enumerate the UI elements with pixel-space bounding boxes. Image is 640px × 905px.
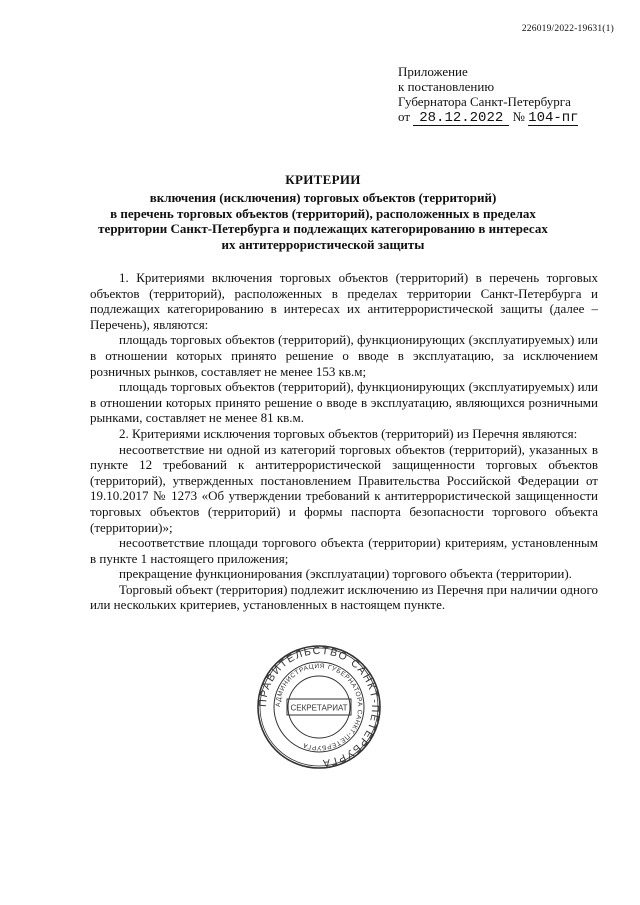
decree-date: 28.12.2022 bbox=[413, 111, 509, 126]
paragraph-6: несоответствие площади торгового объекта (территории) критериям, установленным в пункте 1 настоящего приложения; bbox=[90, 535, 598, 566]
decree-number: 104-пг bbox=[528, 110, 579, 126]
title-line-1: включения (исключения) торговых объектов (территорий) bbox=[149, 189, 497, 205]
appendix-block bbox=[398, 64, 628, 126]
paragraph-4: 2. Критериями исключения торговых объектов (территорий) из Перечня являются: bbox=[119, 425, 578, 441]
paragraph-5: несоответствие ни одной из категорий торговых объектов (территорий), указанных в пункте 12 требований к антитеррористической защищенности торговых объектов (территорий), утвержденных постановлением Правительства Российской Федерации от 19.10.2017 № 1273 «Об утверждении требований к антитеррористической защищенности торговых объектов (территорий) и формы паспорта безопасности торгового объекта (территории)»; bbox=[90, 441, 598, 535]
paragraph-2: площадь торговых объектов (территорий), функционирующих (эксплуатируемых) или в отношении которых принято решение о вводе в эксплуатацию, за исключением розничных рынков, составляет не менее 153 кв.м; bbox=[90, 332, 598, 379]
date-prefix: от bbox=[398, 109, 411, 124]
title-line-3: территории Санкт-Петербурга и подлежащих категорированию в интересах bbox=[98, 221, 548, 237]
document-id: 226019/2022-19631(1) bbox=[521, 24, 614, 34]
document-body bbox=[90, 270, 598, 613]
appendix-line-2: к постановлению bbox=[398, 79, 495, 94]
paragraph-3: площадь торговых объектов (территорий), функционирующих (эксплуатируемых) или в отношении которых принято решение о вводе в эксплуатацию, являющихся розничными рынками, составляет не менее 81 кв.м. bbox=[90, 379, 598, 426]
title-heading: КРИТЕРИИ bbox=[285, 172, 361, 187]
document-title bbox=[95, 172, 551, 253]
official-seal-stamp bbox=[256, 644, 382, 770]
paragraph-8: Торговый объект (территория) подлежит исключению из Перечня при наличии одного или нескольких критериев, установленных в настоящем пункте. bbox=[90, 581, 598, 613]
stamp-inner-text: АДМИНИСТРАЦИЯ ГУБЕРНАТОРА САНКТ-ПЕТЕРБУРГА bbox=[274, 662, 364, 752]
title-line-2: в перечень торговых объектов (территорий), расположенных в пределах bbox=[110, 205, 536, 221]
appendix-line-1: Приложение bbox=[398, 64, 468, 79]
paragraph-7: прекращение функционирования (эксплуатации) торгового объекта (территории). bbox=[119, 566, 572, 582]
appendix-date-line bbox=[398, 109, 628, 126]
stamp-center-text: СЕКРЕТАРИАТ bbox=[290, 703, 348, 713]
stamp-outer-text: ПРАВИТЕЛЬСТВО САНКТ-ПЕТЕРБУРГА bbox=[256, 644, 382, 770]
appendix-line-3: Губернатора Санкт-Петербурга bbox=[398, 94, 571, 109]
paragraph-1: 1. Критериями включения торговых объектов (территорий) в перечень торговых объектов (территорий), расположенных в пределах территории Санкт-Петербурга и подлежащих категорированию в интересах их антитеррористической защиты (далее – Перечень), являются: bbox=[90, 270, 598, 332]
title-line-4: их антитеррористической защиты bbox=[221, 237, 425, 253]
number-prefix: № bbox=[512, 109, 525, 124]
